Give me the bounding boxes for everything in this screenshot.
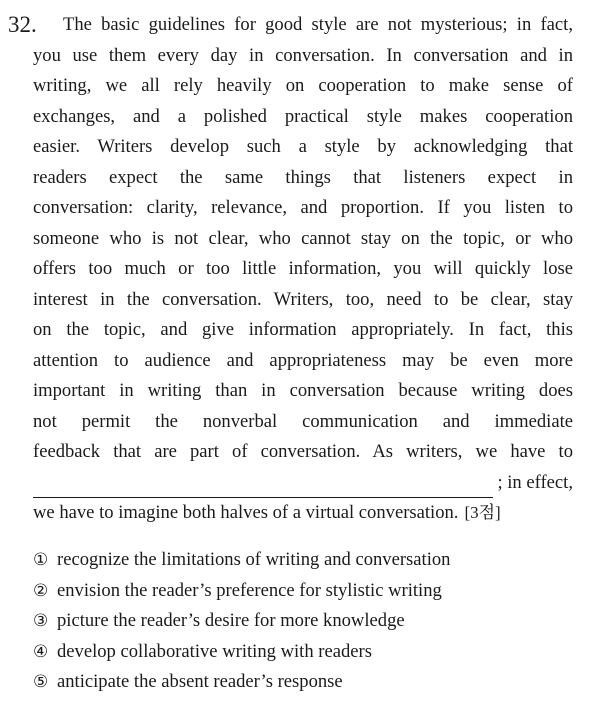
blank-tail-text: ; in effect,: [497, 471, 573, 493]
option-text: recognize the limitations of writing and conversation: [57, 549, 451, 570]
passage-line: easier. Writers develop such a style by acknowledging that: [33, 136, 573, 157]
answer-options: [33, 545, 573, 698]
passage-line: conversation: clarity, relevance, and proportion. If you listen to: [33, 197, 573, 218]
passage-line: you use them every day in conversation. In conversation and in: [33, 44, 573, 66]
option-marker: ②: [33, 580, 49, 601]
passage-line: attention to audience and appropriateness may be even more: [33, 349, 573, 371]
passage-line: not permit the nonverbal communication and immediate: [33, 410, 573, 432]
option-text: envision the reader’s preference for stylistic writing: [57, 579, 442, 601]
last-line-text: we have to imagine both halves of a virtual conversation.: [33, 502, 459, 523]
question-number: 32.: [8, 12, 37, 37]
option-marker: ④: [33, 641, 49, 662]
passage-line: The basic guidelines for good style are not mysterious; in fact,: [63, 14, 573, 35]
passage-line: important in writing than in conversation because writing does: [33, 380, 573, 401]
option-text: anticipate the absent reader’s response: [57, 671, 343, 692]
passage-line: on the topic, and give information appropriately. In fact, this: [33, 319, 573, 340]
passage-line: exchanges, and a polished practical style makes cooperation: [33, 105, 573, 127]
blank-line: [33, 468, 573, 499]
passage-last-line: [33, 498, 573, 529]
option-2[interactable]: [33, 576, 573, 607]
passage-line: someone who is not clear, who cannot stay on the topic, or who: [33, 227, 573, 249]
option-3[interactable]: [33, 606, 573, 637]
option-marker: ①: [33, 550, 49, 570]
option-marker: ⑤: [33, 672, 49, 692]
option-1[interactable]: [33, 545, 573, 576]
option-text: picture the reader’s desire for more knowledge: [57, 610, 405, 631]
option-5[interactable]: [33, 667, 573, 698]
option-marker: ③: [33, 611, 49, 631]
passage-line: offers too much or too little information, you will quickly lose: [33, 258, 573, 279]
score-badge: [3점]: [464, 503, 501, 522]
option-text: develop collaborative writing with readers: [57, 640, 372, 662]
passage-line: readers expect the same things that listeners expect in: [33, 166, 573, 188]
option-4[interactable]: [33, 637, 573, 668]
passage-line: writing, we all rely heavily on cooperation to make sense of: [33, 75, 573, 96]
passage-line: interest in the conversation. Writers, too, need to be clear, stay: [33, 288, 573, 310]
passage-line: feedback that are part of conversation. As writers, we have to: [33, 441, 573, 462]
passage: [33, 10, 573, 529]
answer-blank: [33, 477, 493, 498]
